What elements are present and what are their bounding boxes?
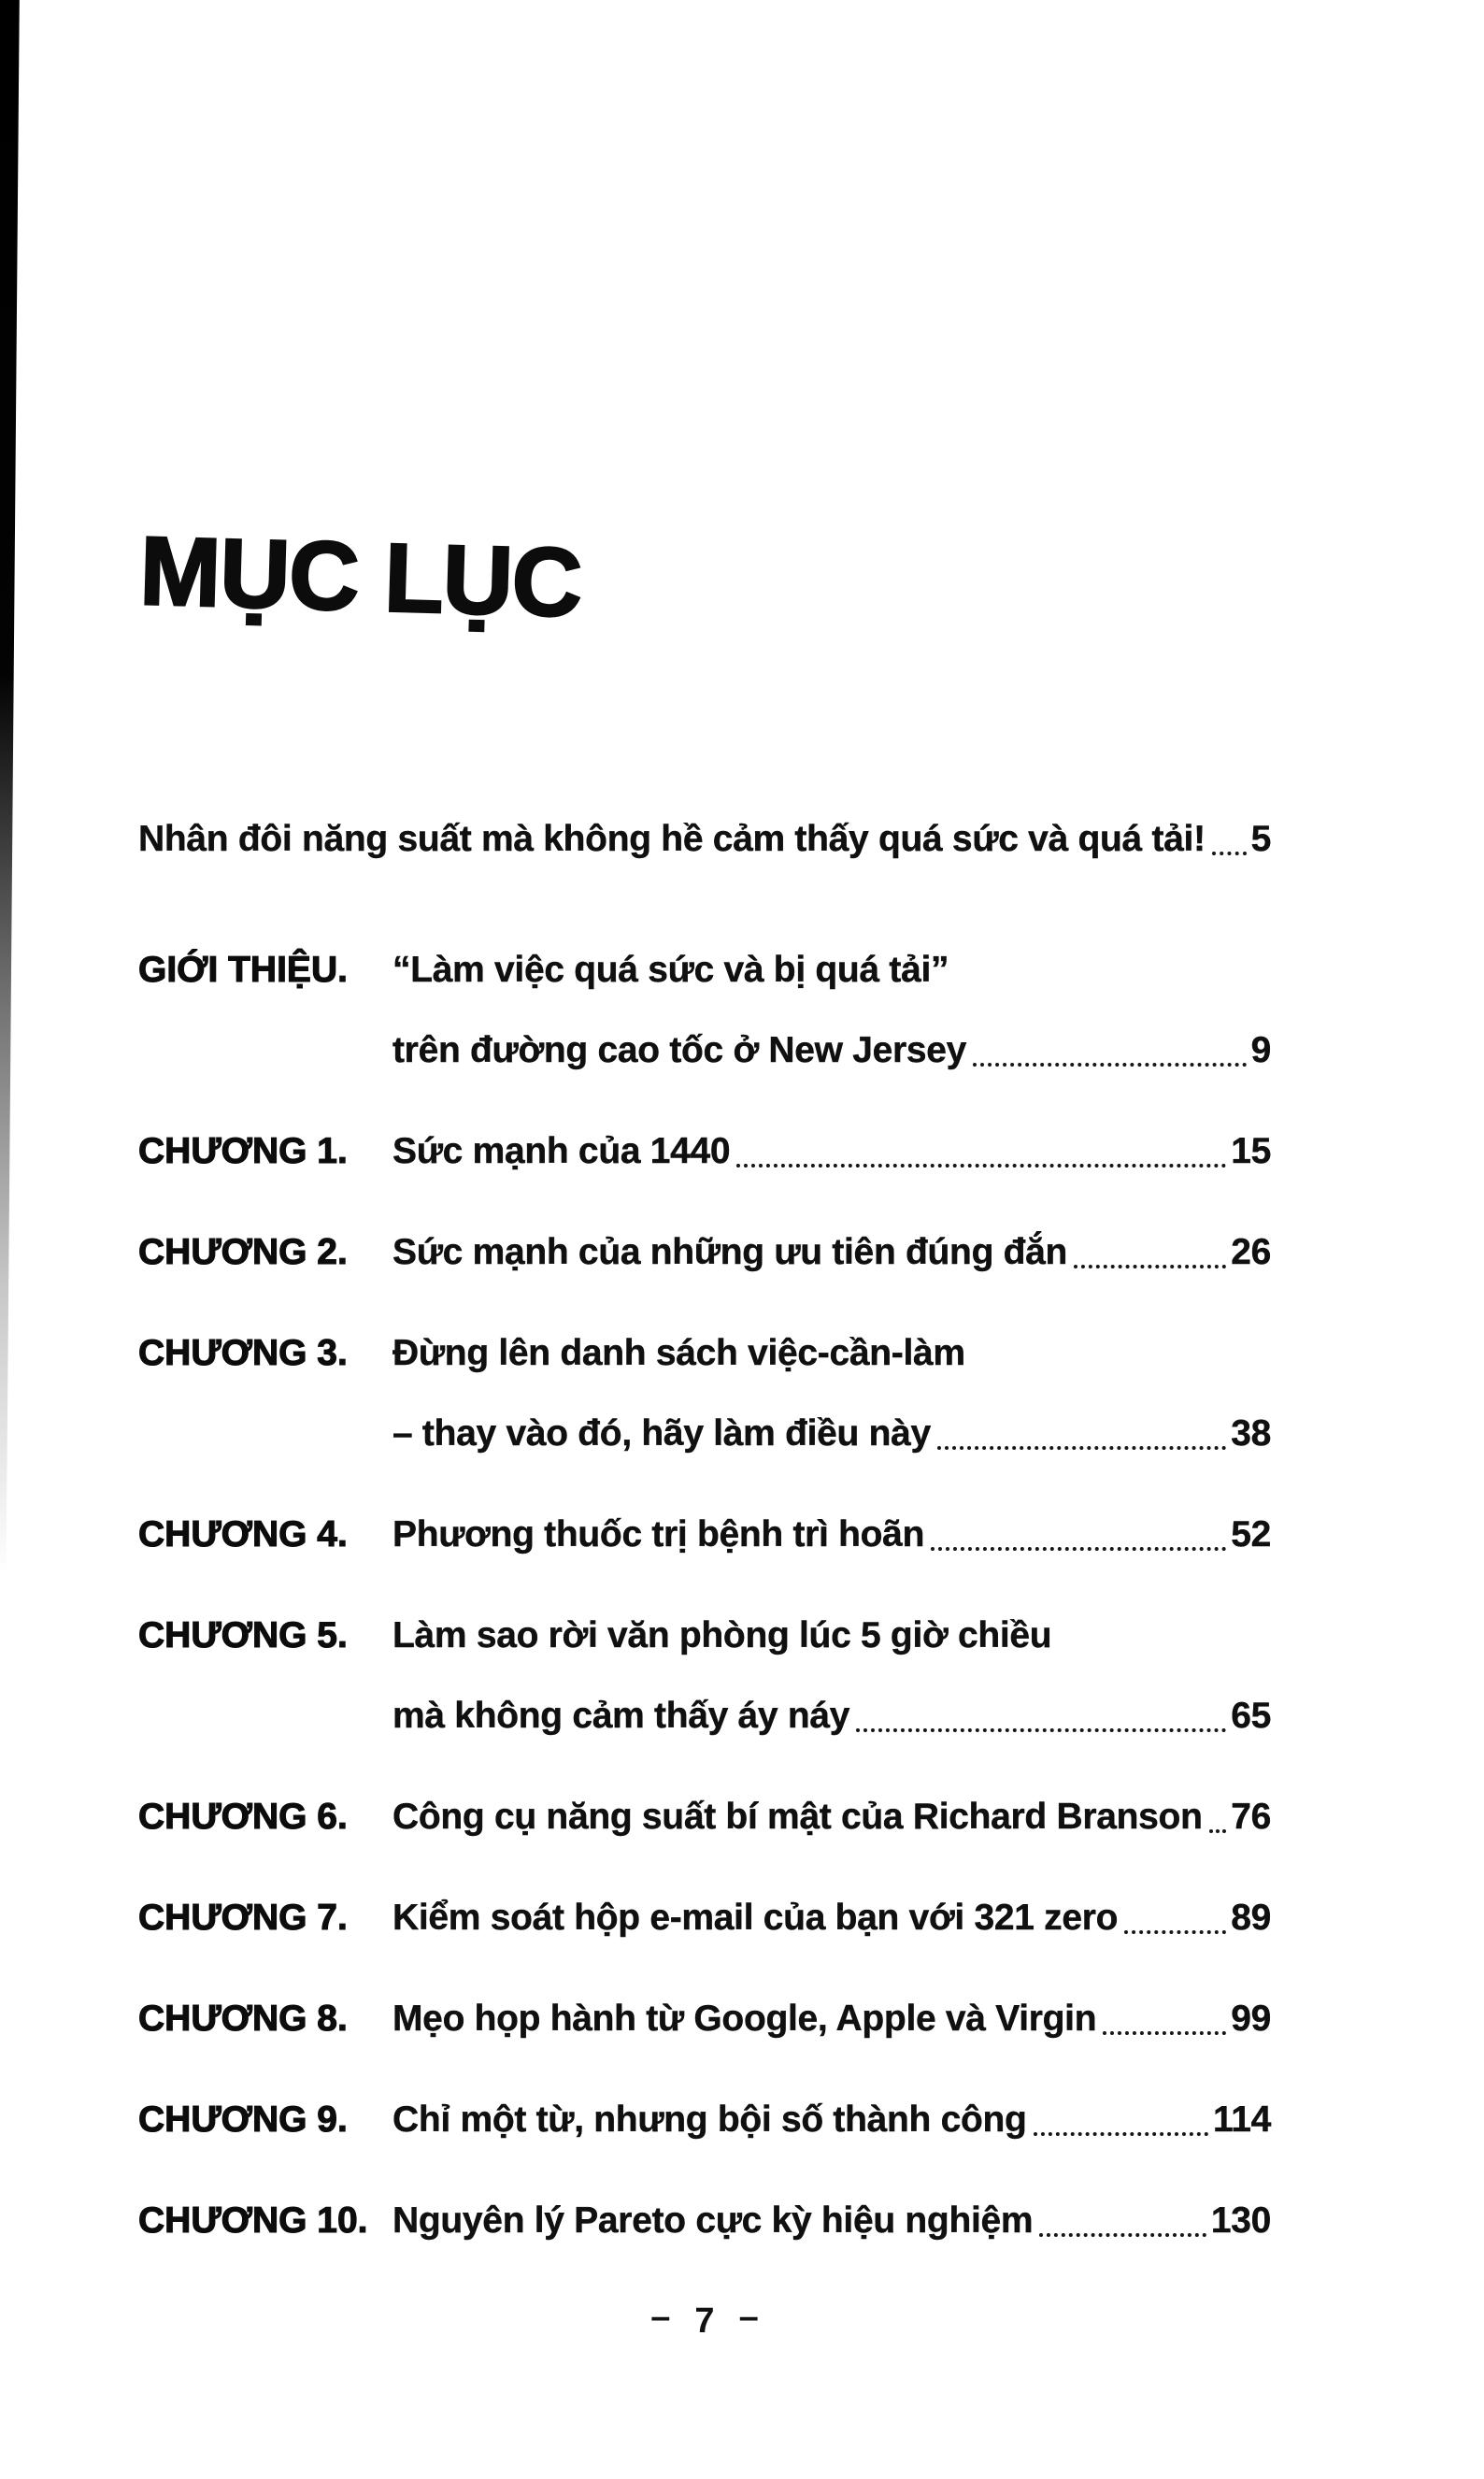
toc-line xyxy=(392,1410,1271,1458)
chapter-label: CHƯƠNG 9. xyxy=(138,2099,348,2140)
chapter-title-text: Đừng lên danh sách việc-cần-làm xyxy=(392,1332,965,1373)
chapter-title-text: Nguyên lý Pareto cực kỳ hiệu nghiệm xyxy=(392,2200,1034,2241)
dot-leader xyxy=(1039,2233,1206,2237)
chapter-title-text: Công cụ năng suất bí mật của Richard Branson xyxy=(392,1796,1203,1837)
page-number: 130 xyxy=(1210,2200,1271,2241)
page-number: 5 xyxy=(1250,818,1271,859)
toc-line xyxy=(392,1026,1271,1075)
toc-content xyxy=(138,516,1271,2298)
toc-line xyxy=(392,1127,1271,1176)
page-number: 26 xyxy=(1231,1231,1271,1272)
page-number: 99 xyxy=(1231,1998,1271,2039)
chapter-label: CHƯƠNG 4. xyxy=(138,1513,348,1555)
dot-leader xyxy=(973,1063,1247,1067)
chapter-label: CHƯƠNG 6. xyxy=(138,1796,348,1837)
footer-page-number: 7 xyxy=(694,2301,715,2341)
toc-line xyxy=(392,2197,1271,2245)
chapter-lines xyxy=(392,1612,1271,1741)
toc-entry xyxy=(138,1127,1271,1176)
footer-right-dash: – xyxy=(738,2298,759,2337)
chapter-title-text: Chỉ một từ, nhưng bội số thành công xyxy=(392,2099,1027,2140)
page-number: 65 xyxy=(1231,1695,1271,1736)
page-number: 76 xyxy=(1231,1796,1271,1837)
toc-entry xyxy=(138,815,1271,864)
page-number: 15 xyxy=(1231,1130,1271,1171)
toc-line xyxy=(138,815,1271,864)
toc-line xyxy=(392,1692,1271,1741)
chapter-title-text: “Làm việc quá sức và bị quá tải” xyxy=(392,949,949,990)
chapter-label: CHƯƠNG 10. xyxy=(138,2200,368,2241)
dot-leader xyxy=(937,1446,1226,1450)
footer-left-dash: – xyxy=(650,2298,671,2337)
toc-line xyxy=(392,1995,1271,2043)
toc-line xyxy=(392,1612,1271,1660)
page-number: 9 xyxy=(1250,1029,1271,1070)
toc-entry xyxy=(138,1612,1271,1741)
chapter-lines xyxy=(392,2197,1271,2245)
dot-leader xyxy=(1074,1265,1226,1268)
chapter-title-text: Sức mạnh của 1440 xyxy=(392,1130,731,1171)
chapter-lines xyxy=(392,1329,1271,1458)
chapter-lines xyxy=(392,946,1271,1075)
dot-leader xyxy=(1103,2031,1226,2035)
chapter-title-text: Làm sao rời văn phòng lúc 5 giờ chiều xyxy=(392,1614,1052,1655)
page-footer xyxy=(138,2298,1271,2342)
chapter-label: CHƯƠNG 1. xyxy=(138,1130,348,1171)
toc-entry xyxy=(138,1228,1271,1277)
toc-line xyxy=(392,1793,1271,1841)
chapter-label: CHƯƠNG 5. xyxy=(138,1614,348,1655)
chapter-title-text: Kiểm soát hộp e-mail của bạn với 321 zero xyxy=(392,1897,1119,1938)
dot-leader xyxy=(1034,2132,1208,2136)
dot-leader xyxy=(1209,1829,1227,1833)
dot-leader xyxy=(1124,1930,1226,1934)
chapter-lines xyxy=(392,1995,1271,2043)
dot-leader xyxy=(931,1547,1226,1551)
chapter-title-text: mà không cảm thấy áy náy xyxy=(392,1695,850,1736)
chapter-lines xyxy=(392,1894,1271,1942)
page-number: 89 xyxy=(1231,1897,1271,1938)
toc-entry xyxy=(138,1329,1271,1458)
dot-leader xyxy=(1212,852,1247,855)
toc-list xyxy=(138,815,1271,2245)
chapter-title-text: Nhân đôi năng suất mà không hề cảm thấy quá sức và quá tải! xyxy=(138,818,1206,859)
page-number: 52 xyxy=(1231,1513,1271,1555)
chapter-title-text: Mẹo họp hành từ Google, Apple và Virgin xyxy=(392,1998,1097,2039)
chapter-lines xyxy=(392,1127,1271,1176)
toc-entry xyxy=(138,2197,1271,2245)
toc-entry xyxy=(138,1894,1271,1942)
chapter-title-text: Sức mạnh của những ưu tiên đúng đắn xyxy=(392,1231,1068,1272)
toc-line xyxy=(392,1329,1271,1378)
toc-entry xyxy=(138,946,1271,1075)
page-number: 114 xyxy=(1212,2099,1271,2140)
dot-leader xyxy=(736,1164,1226,1168)
chapter-title-text: trên đường cao tốc ở New Jersey xyxy=(392,1029,967,1070)
chapter-label: CHƯƠNG 2. xyxy=(138,1231,348,1272)
chapter-title-text: Phương thuốc trị bệnh trì hoãn xyxy=(392,1513,925,1555)
toc-line xyxy=(392,946,1271,995)
chapter-lines xyxy=(392,1793,1271,1841)
chapter-lines xyxy=(392,1228,1271,1277)
chapter-lines xyxy=(138,815,1271,864)
chapter-lines xyxy=(392,1511,1271,1559)
page-number: 38 xyxy=(1231,1412,1271,1454)
toc-line xyxy=(392,1228,1271,1277)
chapter-label: CHƯƠNG 3. xyxy=(138,1332,348,1373)
chapter-label: CHƯƠNG 8. xyxy=(138,1998,348,2039)
chapter-lines xyxy=(392,2096,1271,2144)
toc-entry xyxy=(138,1793,1271,1841)
book-spine-shadow xyxy=(0,0,24,1608)
chapter-label: CHƯƠNG 7. xyxy=(138,1897,348,1938)
toc-entry xyxy=(138,1995,1271,2043)
page-title: MỤC LỤC xyxy=(138,517,583,638)
toc-line xyxy=(392,2096,1271,2144)
toc-line xyxy=(392,1894,1271,1942)
toc-entry xyxy=(138,2096,1271,2144)
toc-entry xyxy=(138,1511,1271,1559)
toc-line xyxy=(392,1511,1271,1559)
chapter-title-text: – thay vào đó, hãy làm điều này xyxy=(392,1412,931,1454)
dot-leader xyxy=(856,1728,1226,1732)
chapter-label: GIỚI THIỆU. xyxy=(138,949,348,990)
